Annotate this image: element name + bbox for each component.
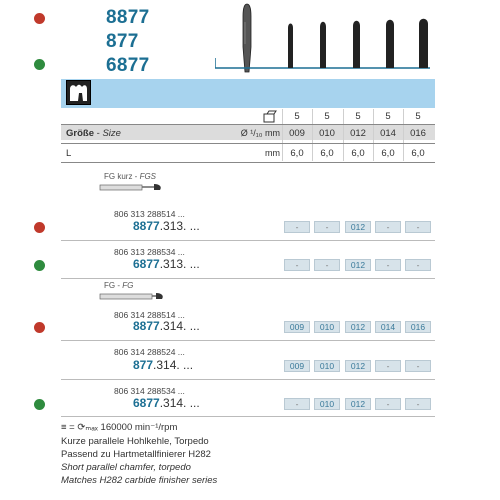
shank-short-image xyxy=(98,182,168,194)
length-value: 6,0 xyxy=(290,148,304,159)
rpm-icon: ≡ = ⟳ₘₐₓ xyxy=(61,422,101,433)
pack-icon xyxy=(262,110,278,124)
pack-value: 5 xyxy=(415,111,421,122)
size-cell[interactable]: 012 xyxy=(345,259,371,271)
size-cell[interactable]: - xyxy=(375,259,401,271)
size-cell[interactable]: 010 xyxy=(314,398,340,410)
column-separator xyxy=(403,109,404,161)
rpm-line: ≡ = ⟳ₘₐₓ 160000 min⁻¹/rpm xyxy=(61,422,178,433)
group-label: FG - FG xyxy=(104,281,134,290)
size-cell[interactable]: - xyxy=(284,259,310,271)
size-cell[interactable]: 009 xyxy=(284,360,310,372)
article-code: 8877.313. ... xyxy=(133,219,200,233)
green-dot xyxy=(34,260,45,271)
size-cell[interactable]: - xyxy=(284,398,310,410)
order-code: 806 313 288534 ... xyxy=(114,247,185,257)
description-de: Kurze parallele Hohlkehle, Torpedo Passend zu Hartmetallfinierer H282 xyxy=(61,436,211,460)
order-code: 806 314 288524 ... xyxy=(114,347,185,357)
size-cell[interactable]: - xyxy=(405,398,431,410)
table-divider xyxy=(61,143,435,144)
size-cell[interactable]: - xyxy=(284,221,310,233)
size-cell[interactable]: - xyxy=(314,259,340,271)
size-cell[interactable]: - xyxy=(405,259,431,271)
size-cell[interactable]: 012 xyxy=(345,360,371,372)
size-cell[interactable]: - xyxy=(405,221,431,233)
red-dot xyxy=(34,13,45,24)
table-divider xyxy=(61,124,435,125)
article-code: 6877.313. ... xyxy=(133,257,200,271)
size-value: 012 xyxy=(350,128,366,139)
table-divider xyxy=(61,162,435,163)
pack-value: 5 xyxy=(355,111,361,122)
size-label: Größe - Size xyxy=(66,128,121,139)
size-value: 009 xyxy=(289,128,305,139)
green-dot xyxy=(34,59,45,70)
green-dot xyxy=(34,399,45,410)
row-separator xyxy=(61,416,435,417)
article-code: 8877.314. ... xyxy=(133,319,200,333)
length-value: 6,0 xyxy=(351,148,365,159)
tooth-icon xyxy=(66,80,91,105)
length-value: 6,0 xyxy=(411,148,425,159)
size-value: 010 xyxy=(319,128,335,139)
size-cell[interactable]: 016 xyxy=(405,321,431,333)
length-value: 6,0 xyxy=(320,148,334,159)
pack-value: 5 xyxy=(324,111,330,122)
column-separator xyxy=(373,109,374,161)
description-en: Short parallel chamfer, torpedo Matches H282 carbide finisher series xyxy=(61,462,218,486)
column-separator xyxy=(282,109,283,161)
pack-value: 5 xyxy=(294,111,300,122)
order-code: 806 314 288534 ... xyxy=(114,386,185,396)
row-separator xyxy=(61,240,435,241)
size-value: 014 xyxy=(380,128,396,139)
article-code: 6877.314. ... xyxy=(133,396,200,410)
column-separator xyxy=(312,109,313,161)
column-separator xyxy=(343,109,344,161)
size-cell[interactable]: 010 xyxy=(314,360,340,372)
size-unit: Ø ¹/₁₀ mm xyxy=(240,128,280,138)
red-dot xyxy=(34,222,45,233)
size-cell[interactable]: 012 xyxy=(345,321,371,333)
bur-row-image xyxy=(215,18,435,73)
size-cell[interactable]: - xyxy=(375,221,401,233)
size-cell[interactable]: 012 xyxy=(345,221,371,233)
red-dot xyxy=(34,322,45,333)
order-code: 806 314 288514 ... xyxy=(114,310,185,320)
size-cell[interactable]: 012 xyxy=(345,398,371,410)
size-cell[interactable]: - xyxy=(375,360,401,372)
article-code: 877.314. ... xyxy=(133,358,194,372)
shank-long-image xyxy=(98,291,168,303)
size-cell[interactable]: - xyxy=(405,360,431,372)
length-unit: mm xyxy=(265,148,280,158)
header-band xyxy=(61,79,435,108)
order-code: 806 313 288514 ... xyxy=(114,209,185,219)
row-separator xyxy=(61,278,435,279)
series-number: 6877 xyxy=(106,55,150,76)
size-cell[interactable]: - xyxy=(314,221,340,233)
size-cell[interactable]: 009 xyxy=(284,321,310,333)
series-number: 8877 xyxy=(106,7,150,28)
length-value: 6,0 xyxy=(381,148,395,159)
pack-value: 5 xyxy=(385,111,391,122)
size-cell[interactable]: - xyxy=(375,398,401,410)
row-separator xyxy=(61,379,435,380)
row-separator xyxy=(61,340,435,341)
group-label: FG kurz - FGS xyxy=(104,172,157,181)
length-label: L xyxy=(66,148,72,159)
size-value: 016 xyxy=(410,128,426,139)
size-cell[interactable]: 010 xyxy=(314,321,340,333)
size-cell[interactable]: 014 xyxy=(375,321,401,333)
series-number: 877 xyxy=(106,31,139,52)
